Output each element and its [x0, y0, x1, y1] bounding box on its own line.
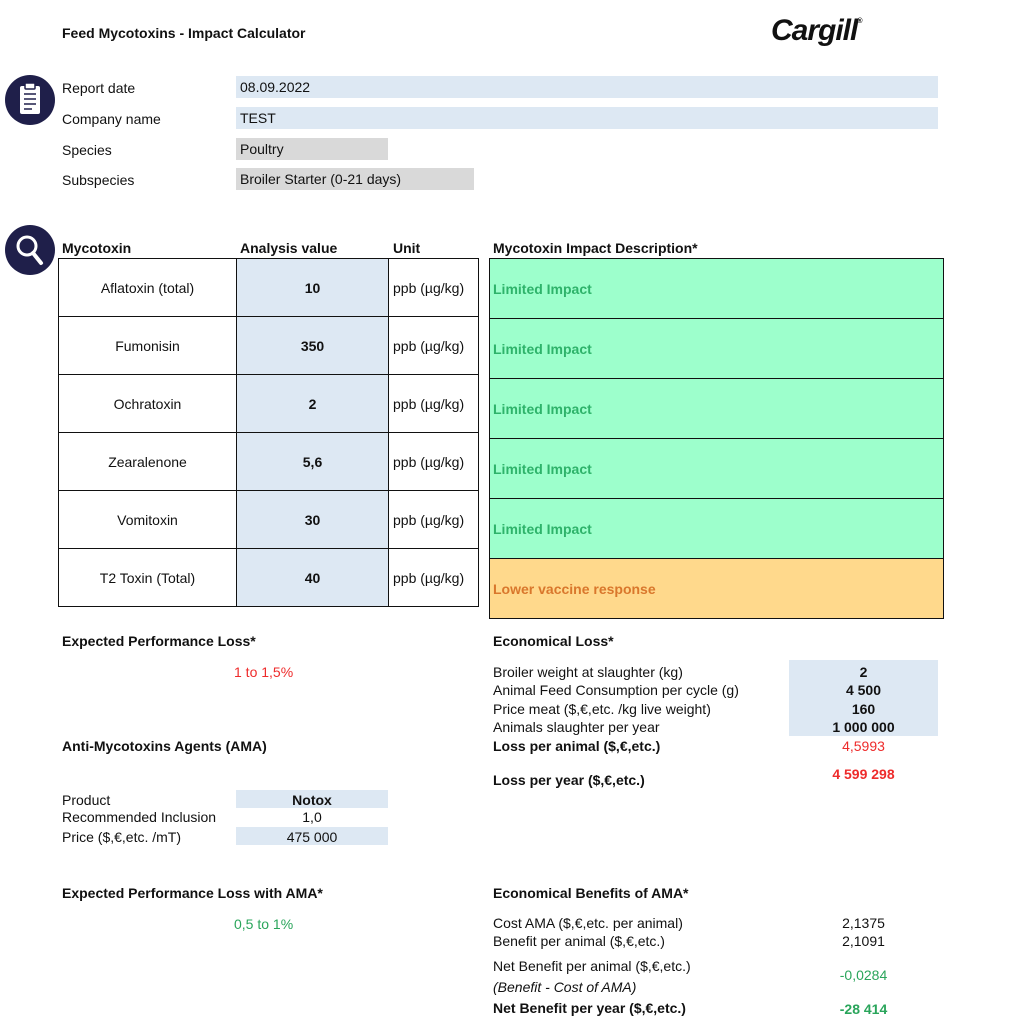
page-title: Feed Mycotoxins - Impact Calculator: [62, 25, 306, 41]
loss-per-animal-label: Loss per animal ($,€,etc.): [493, 738, 661, 754]
table-row: [59, 549, 479, 607]
mycotoxin-name: Fumonisin: [59, 317, 237, 375]
report-date-field[interactable]: 08.09.2022: [236, 76, 938, 98]
product-select[interactable]: Notox: [292, 792, 332, 808]
recommended-inclusion-label: Recommended Inclusion: [62, 809, 217, 825]
impact-cell: Limited Impact: [490, 259, 944, 319]
company-name-label: Company name: [62, 111, 161, 127]
mycotoxin-name: Zearalenone: [59, 433, 237, 491]
table-row: [490, 559, 944, 619]
mycotoxin-name: Aflatoxin (total): [59, 259, 237, 317]
price-ama-label: Price ($,€,etc. /mT): [62, 829, 182, 845]
economical-loss-title: Economical Loss*: [493, 633, 614, 649]
unit-cell: ppb (µg/kg): [389, 375, 479, 433]
unit-cell: ppb (µg/kg): [389, 317, 479, 375]
net-benefit-year-label: Net Benefit per year ($,€,etc.): [493, 1000, 686, 1016]
broiler-weight-input[interactable]: 2: [859, 664, 868, 680]
clipboard-icon: [5, 75, 55, 125]
company-name-field[interactable]: TEST: [236, 107, 938, 129]
table-row: [490, 259, 944, 319]
mycotoxin-name: T2 Toxin (Total): [59, 549, 237, 607]
table-row: [59, 375, 479, 433]
unit-cell: ppb (µg/kg): [389, 491, 479, 549]
unit-cell: ppb (µg/kg): [389, 433, 479, 491]
performance-loss-ama-value: 0,5 to 1%: [234, 916, 294, 932]
species-select[interactable]: Poultry: [236, 138, 388, 160]
animals-slaughter-input[interactable]: 1 000 000: [832, 719, 895, 735]
analysis-value-input[interactable]: 2: [237, 375, 389, 433]
unit-header: Unit: [393, 240, 421, 256]
subspecies-select[interactable]: Broiler Starter (0-21 days): [236, 168, 474, 190]
broiler-weight-label: Broiler weight at slaughter (kg): [493, 664, 683, 680]
impact-cell: Lower vaccine response: [490, 559, 944, 619]
price-meat-label: Price meat ($,€,etc. /kg live weight): [493, 701, 711, 717]
feed-consumption-label: Animal Feed Consumption per cycle (g): [493, 682, 739, 698]
analysis-value-input[interactable]: 10: [237, 259, 389, 317]
recommended-inclusion-value: 1,0: [302, 809, 322, 825]
analysis-value-input[interactable]: 350: [237, 317, 389, 375]
economical-benefits-title: Economical Benefits of AMA*: [493, 885, 689, 901]
table-row: [59, 259, 479, 317]
mycotoxin-header: Mycotoxin: [62, 240, 132, 256]
cargill-logo: Cargill®: [771, 14, 862, 47]
impact-cell: Limited Impact: [490, 439, 944, 499]
price-ama-input[interactable]: 475 000: [286, 829, 338, 845]
animals-slaughter-label: Animals slaughter per year: [493, 719, 660, 735]
loss-per-animal-value: 4,5993: [842, 738, 885, 754]
impact-cell: Limited Impact: [490, 379, 944, 439]
performance-loss-value: 1 to 1,5%: [234, 664, 294, 680]
report-date-label: Report date: [62, 80, 136, 96]
cost-ama-label: Cost AMA ($,€,etc. per animal): [493, 915, 683, 931]
mycotoxin-name: Ochratoxin: [59, 375, 237, 433]
performance-loss-ama-title: Expected Performance Loss with AMA*: [62, 885, 323, 901]
product-label: Product: [62, 792, 111, 808]
unit-cell: ppb (µg/kg): [389, 549, 479, 607]
analysis-value-input[interactable]: 5,6: [237, 433, 389, 491]
net-benefit-animal-value: -0,0284: [839, 967, 888, 983]
unit-cell: ppb (µg/kg): [389, 259, 479, 317]
table-row: [59, 433, 479, 491]
table-row: [490, 439, 944, 499]
analysis-value-input[interactable]: 30: [237, 491, 389, 549]
cost-ama-value: 2,1375: [842, 915, 885, 931]
net-benefit-year-value: -28 414: [839, 1001, 888, 1017]
table-row: [59, 491, 479, 549]
impact-description-table: [489, 258, 944, 619]
mycotoxin-name: Vomitoxin: [59, 491, 237, 549]
loss-per-year-label: Loss per year ($,€,etc.): [493, 772, 645, 788]
impact-cell: Limited Impact: [490, 319, 944, 379]
performance-loss-title: Expected Performance Loss*: [62, 633, 256, 649]
magnifier-icon: [5, 225, 55, 275]
loss-per-year-value: 4 599 298: [832, 766, 895, 782]
net-benefit-animal-label: Net Benefit per animal ($,€,etc.): [493, 958, 691, 974]
table-row: [490, 319, 944, 379]
table-row: [490, 379, 944, 439]
table-row: [490, 499, 944, 559]
net-benefit-animal-note: (Benefit - Cost of AMA): [493, 979, 637, 995]
feed-consumption-input[interactable]: 4 500: [845, 682, 882, 698]
price-meat-input[interactable]: 160: [851, 701, 876, 717]
benefit-per-animal-value: 2,1091: [842, 933, 885, 949]
analysis-value-input[interactable]: 40: [237, 549, 389, 607]
mycotoxin-table: [58, 258, 479, 607]
subspecies-label: Subspecies: [62, 172, 135, 188]
impact-cell: Limited Impact: [490, 499, 944, 559]
analysis-value-header: Analysis value: [240, 240, 338, 256]
species-label: Species: [62, 142, 112, 158]
table-row: [59, 317, 479, 375]
benefit-per-animal-label: Benefit per animal ($,€,etc.): [493, 933, 665, 949]
impact-description-header: Mycotoxin Impact Description*: [493, 240, 698, 256]
ama-title: Anti-Mycotoxins Agents (AMA): [62, 738, 267, 754]
